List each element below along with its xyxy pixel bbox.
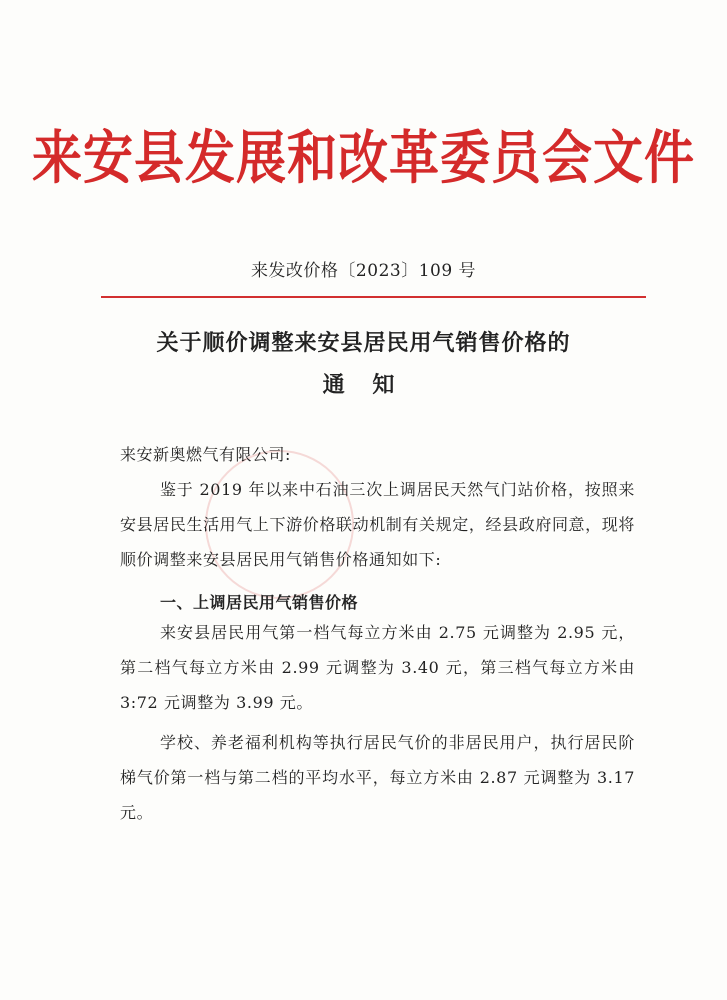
paragraph-price-tiers: 来安县居民用气第一档气每立方米由 2.75 元调整为 2.95 元，第二档气每立方米由 2.99 元调整为 3.40 元，第三档气每立方米由 3:72 元调整为 3.99 元。 (120, 623, 635, 712)
document-title-line-1: 关于顺价调整来安县居民用气销售价格的 (156, 330, 571, 356)
section-heading-1: 一、上调居民用气销售价格 (160, 593, 359, 612)
paragraph-non-resident: 学校、养老福利机构等执行居民气价的非居民用户，执行居民阶梯气价第一档与第二档的平均水平，每立方米由 2.87 元调整为 3.17 元。 (120, 733, 635, 822)
document-header: 来安县发展和改革委员会文件 (32, 123, 695, 192)
paragraph-intro: 鉴于 2019 年以来中石油三次上调居民天然气门站价格，按照来安县居民生活用气上下游价格联动机制有关规定，经县政府同意，现将顺价调整来安县居民用气销售价格通知如下: (120, 480, 635, 569)
document-title-line-2: 通 知 (322, 372, 405, 398)
red-divider-line (101, 296, 646, 298)
document-number: 来发改价格〔2023〕109 号 (250, 261, 477, 281)
salutation: 来安新奥燃气有限公司: (120, 445, 291, 464)
